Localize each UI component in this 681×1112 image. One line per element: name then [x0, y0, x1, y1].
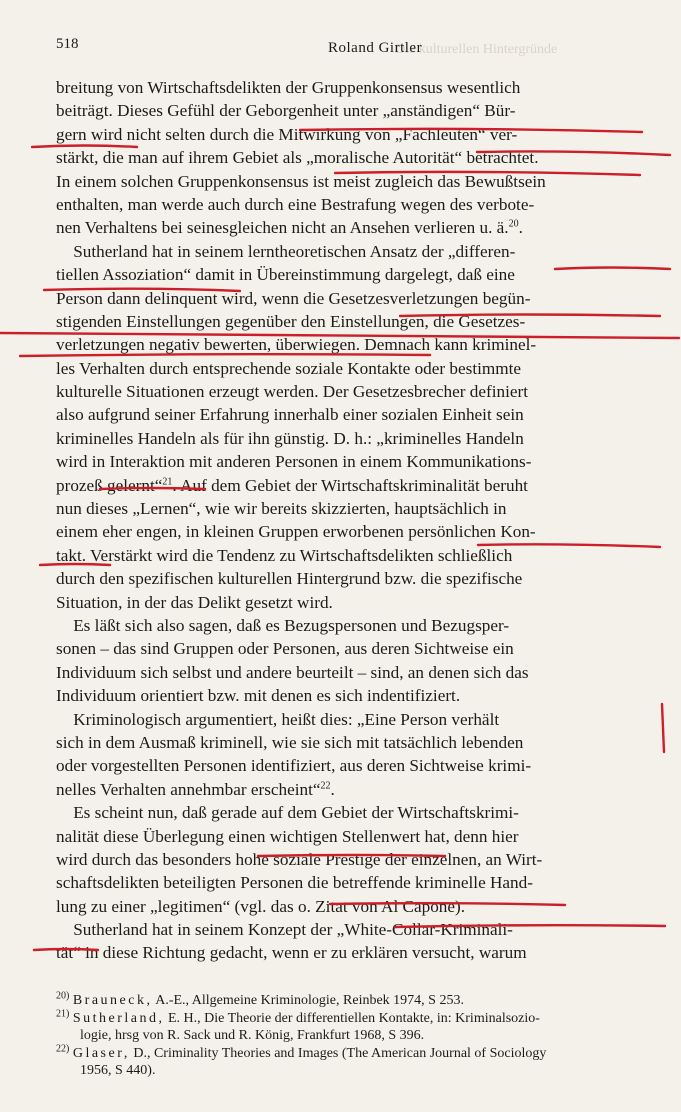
running-head-author: Roland Girtler — [328, 40, 423, 56]
footnote: $^{21)}$ Sutherland, E. H., Die Theorie der differentiellen Kontakte, in: Kriminalsozio- — [56, 1007, 540, 1026]
text-line: Es läßt sich also sagen, daß es Bezugspersonen und Bezugsper- — [56, 615, 510, 635]
text-line: wird durch das besonders hohe soziale Prestige der einzelnen, an Wirt- — [56, 849, 543, 869]
footnote-number: 22) — [56, 1042, 70, 1054]
text-line: nelles Verhalten annehmbar erscheint“$^{22}$. — [56, 779, 335, 799]
underline-mark — [335, 172, 640, 175]
text-line: Kriminologisch argumentiert, heißt dies: „Eine Person verhält — [56, 709, 500, 729]
underline-mark — [330, 903, 565, 905]
footnote-number: 21) — [56, 1007, 70, 1019]
footnote-continuation: logie, hrsg von R. Sack und R. König, Frankfurt 1968, S 396. — [80, 1028, 425, 1043]
text-line: gern wird nicht selten durch die Mitwirkung von „Fachleuten“ ver- — [56, 124, 518, 144]
text-line: einem eher engen, in kleinen Gruppen erworbenen persönlichen Kon- — [56, 522, 536, 542]
text-line: Individuum orientiert bzw. mit denen es sich indentifiziert. — [56, 686, 461, 706]
footnote-author: Sutherland, — [72, 1010, 165, 1026]
text-line: also aufgrund seiner Erfahrung innerhalb einer sozialen Einheit sein — [56, 405, 524, 425]
text-line: oder vorgestellten Personen identifiziert, aus deren Sichtweise krimi- — [56, 756, 532, 776]
text-line: Situation, in der das Delikt gesetzt wird. — [56, 592, 333, 612]
text-line: Individuum sich selbst und andere beurteilt – sind, an denen sich das — [56, 662, 529, 682]
text-line: Sutherland hat in seinem Konzept der „White-Collar-Kriminali- — [56, 920, 513, 940]
underline-mark — [40, 564, 110, 565]
page-number: 518 — [56, 36, 79, 52]
footnote: $^{20)}$ Brauneck, A.-E., Allgemeine Kriminologie, Reinbek 1974, S 253. — [56, 990, 464, 1008]
underline-mark — [100, 488, 205, 489]
text-line: kriminelles Handeln als für ihn günstig. D. h.: „kriminelles Handeln — [56, 428, 524, 448]
text-line: enthalten, man werde auch durch eine Bestrafung wegen des verbote- — [56, 194, 535, 214]
text-line: Person dann delinquent wird, wenn die Gesetzesverletzungen begün- — [56, 288, 531, 308]
underline-mark — [32, 146, 137, 148]
text-line: durch den spezifischen kulturellen Hintergrund bzw. die spezifische — [56, 569, 523, 589]
text-line: nalität diese Überlegung einen wichtigen Stellenwert hat, denn hier — [56, 826, 519, 846]
underline-mark — [478, 544, 660, 547]
text-line: schaftsdelikten beteiligten Personen die betreffende kriminelle Hand- — [56, 873, 533, 893]
footnote-continuation: 1956, S 440). — [80, 1063, 156, 1078]
text-line: verletzungen negativ bewerten, überwiegen. Demnach kann kriminel- — [56, 335, 537, 355]
text-line: breitung von Wirtschaftsdelikten der Gruppenkonsensus wesentlich — [56, 78, 521, 97]
footnote-ref: 22 — [320, 779, 331, 791]
footnote-ref: 20 — [508, 218, 519, 230]
footnote-author: Brauneck, — [72, 993, 153, 1008]
underline-mark — [0, 333, 679, 338]
footnote-author: Glaser, — [72, 1045, 130, 1061]
text-line: beiträgt. Dieses Gefühl der Geborgenheit unter „anständigen“ Bür- — [56, 101, 516, 121]
text-line: stärkt, die man auf ihrem Gebiet als „moralische Autorität“ betrachtet. — [56, 148, 539, 168]
text-line: stigenden Einstellungen gegenüber den Einstellungen, die Gesetzes- — [56, 311, 526, 331]
footnote: $^{22)}$ Glaser, D., Criminality Theories and Images (The American Journal of Sociology — [56, 1042, 547, 1061]
text-line: sonen – das sind Gruppen oder Personen, aus deren Sichtweise ein — [56, 639, 514, 659]
footnote-ref: 21 — [162, 475, 173, 487]
text-line: prozeß gelernt“$^{21}$. Auf dem Gebiet der Wirtschaftskriminalität beruht — [56, 475, 528, 495]
text-line: In einem solchen Gruppenkonsensus ist meist zugleich das Bewußtsein — [56, 171, 546, 191]
text-line: kulturelle Situationen erzeugt werden. Der Gesetzesbrecher definiert — [56, 382, 528, 402]
text-line: takt. Verstärkt wird die Tendenz zu Wirtschaftsdelikten schließlich — [56, 545, 513, 565]
text-line: les Verhalten durch entsprechende soziale Kontakte oder bestimmte — [56, 358, 522, 378]
underline-mark — [300, 129, 642, 132]
text-line: tiellen Assoziation“ damit in Übereinstimmung dargelegt, daß eine — [56, 265, 515, 285]
text-line: wird in Interaktion mit anderen Personen in einem Kommunikations- — [56, 452, 532, 472]
underline-mark — [555, 268, 670, 270]
text-line: sich in dem Ausmaß kriminell, wie sie sich mit tatsächlich lebenden — [56, 732, 524, 752]
underline-mark — [477, 151, 670, 155]
bleed-through-text: Die kulturellen Hintergründe — [395, 42, 558, 57]
text-line: nen Verhaltens bei seinesgleichen nicht an Ansehen verlieren u. ä.$^{20}$. — [56, 218, 523, 238]
text-line: tät“ in diese Richtung gedacht, wenn er zu erklären versucht, warum — [56, 943, 527, 963]
underline-mark — [395, 925, 665, 927]
underline-mark — [20, 354, 430, 356]
underline-mark — [44, 289, 240, 291]
text-line: lung zu einer „legitimen“ (vgl. das o. Zitat von Al Capone). — [56, 896, 466, 916]
text-line: Sutherland hat in seinem lerntheoretischen Ansatz der „differen- — [56, 241, 516, 261]
underline-mark — [400, 315, 660, 317]
text-line: Es scheint nun, daß gerade auf dem Gebiet der Wirtschaftskrimi- — [56, 803, 519, 823]
footnote-number: 20) — [56, 990, 70, 1002]
underline-mark — [34, 949, 98, 950]
underline-mark — [258, 855, 445, 856]
text-line: nun dieses „Lernen“, wie wir bereits skizzierten, hauptsächlich in — [56, 499, 507, 519]
margin-line-mark — [662, 704, 664, 752]
